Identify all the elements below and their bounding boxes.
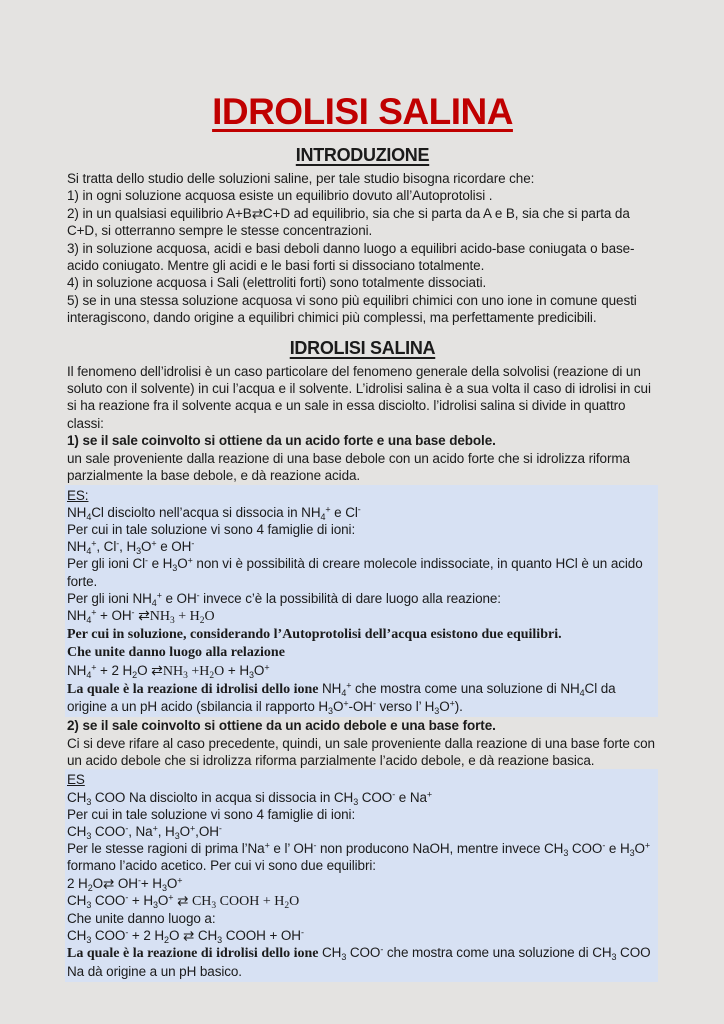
subscript: 2 [87,882,93,893]
text-segment: non producono NaOH, mentre invece CH [316,841,564,857]
text-segment: O [141,539,152,555]
text-segment: 2) se il sale coinvolto si ottiene da un acido debole e una base forte. [67,718,496,734]
text-segment: e Na [395,789,427,805]
subscript: 3 [183,670,188,681]
subscript: 3 [629,848,635,859]
text-segment: Si tratta dello studio delle soluzioni saline, per tale studio bisogna ricordare che: [67,171,535,186]
text-segment: O [332,698,344,714]
text-segment: -OH [348,698,373,714]
text-segment: ES [67,772,85,788]
subscript: 3 [217,935,223,946]
text-segment: Per le stesse ragioni di prima l’Na [67,841,265,857]
superscript: - [145,555,148,566]
text-segment: Per cui in tale soluzione vi sono 4 famiglie di ioni: [67,521,356,537]
superscript: + [264,662,270,673]
text-segment: invece c’è la possibilità di dare luogo alla reazione: [199,590,501,606]
case-1-title [67,432,658,449]
text-segment: COO [568,841,603,857]
intro-item-2 [67,205,658,240]
text-segment: H [199,663,210,679]
text-segment: Cl disciolto nell’acqua si dissocia in NH [91,504,321,520]
formula-line [67,875,658,892]
subscript: 3 [172,563,178,574]
text-segment: Per gli ioni Cl [67,556,146,572]
superscript: + [264,840,270,851]
text-segment: La quale è la reazione di idrolisi dello ione [67,946,322,962]
text-segment: Per gli ioni NH [67,590,152,606]
text-segment: + H [174,608,200,624]
text-segment: Il fenomeno dell’idrolisi è un caso particolare del fenomeno generale della solvolisi (reazione di un soluto con il solvente) in cui l’acqua e il solvente. L’idrolisi salina è a sua volta il caso di idrolisi in cui si ha reazione fra il solvente acqua e un sale in essa disciolto. l’idrolisi salina si divide in quattro classi: [67,363,651,431]
text-segment: O [253,662,265,678]
superscript: + [190,823,196,834]
superscript: - [602,840,606,851]
text-segment: NH [67,539,87,555]
text-segment: NH [67,504,87,520]
case-1-description [67,450,658,485]
conclusion-line [67,680,658,715]
text-segment: 3) in soluzione acquosa, acidi e basi deboli danno luogo a equilibri acido-base coniugata o base-acido coniugato. Mentre gli acidi e le basi forti si dissociano totalmente. [67,240,635,274]
subscript: 3 [211,900,217,911]
subscript: 3 [341,952,347,963]
text-segment: O [179,823,191,839]
text-segment: COO [91,928,126,944]
text-segment: COO [91,892,126,908]
text-segment: CH [67,823,87,839]
subscript: 3 [174,830,180,841]
text-segment: 2 H [67,875,88,891]
chem-line [67,643,658,661]
text-segment: e OH [156,539,192,555]
text-segment: Che unite danno luogo alla relazione [67,645,285,661]
text-segment: COO [358,789,393,805]
superscript: - [313,840,317,851]
text-segment: NH [67,662,87,678]
text-segment: 1) in ogni soluzione acquosa esiste un equilibrio dovuto all’Autoprotolisi . [67,188,493,204]
subscript: 4 [579,687,585,698]
text-segment: O ⇄ CH [168,928,218,944]
intro-item-5 [67,292,658,327]
text-segment: Cl da origine a un pH acido (sbilancia il rapporto H [67,680,616,714]
subscript: 2 [284,900,290,911]
text-segment: Ci si deve rifare al caso precedente, quindi, un sale proveniente dalla reazione di una base forte con un acido debole che si idrolizza riforma parzialmente l’acido debole, e dà reazione basica. [67,735,655,768]
text-segment: O [177,556,188,572]
introduction-paragraphs [67,170,658,327]
overview-paragraph [67,363,658,433]
subscript: 3 [353,796,359,807]
text-segment: O [166,875,178,891]
subscript: 2 [209,670,215,681]
text-segment: O [204,608,215,624]
subscript: 4 [86,546,92,557]
text-segment: 4) in soluzione acquosa i Sali (elettroliti forti) sono totalmente dissociati. [67,275,487,291]
example-1 [65,485,658,718]
superscript: + [151,538,157,549]
superscript: - [300,927,304,938]
superscript: - [137,875,141,886]
text-segment: e l’ OH [269,841,314,857]
superscript: - [372,698,376,709]
chem-line [67,521,658,538]
subscript: 4 [151,597,157,608]
subscript: 2 [164,935,169,946]
conclusion-line [67,944,658,979]
page-title: IDROLISI SALINA [212,91,513,132]
text-segment: Che unite danno luogo a: [67,910,216,926]
subscript: 4 [86,511,92,522]
superscript: + [152,823,158,834]
subscript: 3 [161,882,167,893]
text-segment: + 2 H [96,662,133,678]
text-segment: Per cui in tale soluzione vi sono 4 famiglie di ioni: [67,806,356,822]
intro-item-1 [67,187,658,204]
text-segment: + 2 H [128,928,165,944]
subscript: 3 [328,705,333,716]
text-segment: NH [67,607,87,623]
text-segment: che mostra come una soluzione di CH [383,945,612,961]
superscript: + [156,590,162,601]
subscript: 2 [199,615,205,626]
text-segment: CH [67,789,87,805]
text-segment: , Na [128,823,153,839]
case-2-title [67,717,658,734]
text-segment: ⇄NH [151,663,184,679]
text-segment: CH [67,892,87,908]
superscript: + [187,555,193,566]
chem-line [67,625,658,643]
case-2-description [67,735,658,770]
formula-line [67,607,658,625]
superscript: + [343,698,349,709]
superscript: + [91,538,97,549]
superscript: + [168,892,174,903]
superscript: - [116,538,120,549]
superscript: - [392,789,396,800]
text-segment: O [289,893,300,909]
superscript: + [449,698,455,709]
superscript: - [218,823,222,834]
text-segment: , Cl [96,539,117,555]
text-segment: O [157,892,169,908]
text-segment: ⇄ [173,892,192,908]
text-segment: COO Na disciolto in acqua si dissocia in CH [91,789,354,805]
example-label [67,487,658,504]
subscript: 3 [86,899,92,910]
superscript: - [380,944,384,955]
chem-line [67,789,658,806]
subscript: 3 [563,848,569,859]
superscript: + [91,607,97,618]
chem-line [67,910,658,927]
chem-line [67,590,658,607]
text-segment: O [439,698,450,714]
subscript: 4 [86,614,92,625]
example-label [67,771,658,788]
chem-line [67,555,658,589]
text-segment: + H [140,875,162,891]
text-segment: COOH + OH [222,928,301,944]
intro-item-4 [67,274,658,291]
superscript: - [357,504,361,515]
text-segment: COO [91,823,126,839]
chem-line [67,806,658,823]
text-segment: + H [224,662,249,678]
subscript: 3 [611,952,617,963]
intro-line [67,170,658,187]
case-2-section [67,717,658,769]
chem-line [67,504,658,521]
text-segment: NH [322,680,342,696]
superscript: - [196,590,200,601]
subscript: 3 [170,615,175,626]
text-segment: che mostra come una soluzione di NH [351,680,580,696]
subscript: 2 [132,669,138,680]
superscript: + [91,662,97,673]
formula-line [67,927,658,944]
subscript: 3 [434,705,440,716]
text-segment: ,OH [195,823,219,839]
text-segment: e OH [161,590,197,606]
text-segment: non vi è possibilità di creare molecole indissociate, in quanto HCl è un acido forte. [67,556,643,589]
superscript: + [325,504,331,515]
document-body [67,143,658,982]
text-segment: formano l’acido acetico. Per cui vi sono due equilibri: [67,858,376,874]
subscript: 3 [86,796,92,807]
section-heading: INTRODUZIONE [295,145,430,165]
text-segment: 2) in un qualsiasi equilibrio A+B⇄C+D ad equilibrio, sia che si parta da A e B, sia che si parta da C+D, si otterranno sempre le stesse concentrazioni. [67,205,630,239]
text-segment: e Cl [330,504,358,520]
chem-line [67,840,658,874]
superscript: - [125,823,129,834]
text-segment: Per cui in soluzione, considerando l’Autoprotolisi dell’acqua esistono due equilibri. [67,627,562,643]
example-2 [65,769,658,981]
text-segment: + H [128,892,153,908]
text-segment: O [214,663,225,679]
superscript: + [346,680,352,691]
section-heading: IDROLISI SALINA [289,337,436,358]
text-segment: ). [454,698,463,714]
text-segment: un sale proveniente dalla reazione di una base debole con un acido forte che si idrolizza riforma parzialmente la base debole, e dà reazione acida. [67,450,630,484]
text-segment: CH [67,928,87,944]
subscript: 3 [86,830,92,841]
text-segment: , H [119,539,137,555]
subscript: 3 [249,669,254,680]
subscript: 4 [320,511,326,522]
text-segment: 1) se il sale coinvolto si ottiene da un acido forte e una base debole. [67,433,496,449]
text-segment: e H [605,841,630,857]
subscript: 4 [341,687,347,698]
subscript: 3 [136,546,141,557]
superscript: + [177,875,183,886]
superscript: - [191,538,195,549]
superscript: + [426,789,433,800]
superscript: - [125,927,129,938]
text-segment: CH [191,893,212,909]
text-segment: ⇄NH [138,608,171,624]
text-segment: O [137,662,152,678]
subscript: 3 [152,899,158,910]
formula-line [67,892,658,910]
idrolisi-overview [67,363,658,485]
formula-line [67,662,658,680]
text-segment: CH [322,945,342,961]
subscript: 3 [86,935,92,946]
superscript: - [131,607,135,618]
text-segment: COO Na dà origine a un pH basico. [67,945,651,979]
text-segment: e H [147,556,173,572]
chem-line [67,823,658,840]
chem-line [67,538,658,555]
text-segment: La quale è la reazione di idrolisi dello ione [67,681,322,697]
text-segment: COO [346,945,381,961]
intro-item-3 [67,240,658,275]
text-segment: ES: [67,487,89,503]
text-segment: verso l’ H [375,698,435,714]
text-segment: + OH [96,607,132,623]
text-segment: 5) se in una stessa soluzione acquosa vi sono più equilibri chimici con uno ione in comune questi interagiscono, dando origine a equilibri chimici più complessi, ma perfettamente predicibili. [67,292,637,326]
document-content [67,0,658,982]
text-segment: , H [157,823,175,839]
text-segment: + [187,663,200,679]
subscript: 4 [86,669,92,680]
text-segment: O [634,841,645,857]
superscript: - [125,892,129,903]
text-segment: COOH + H [216,893,285,909]
superscript: + [644,840,651,851]
text-segment: O⇄ OH [92,875,138,891]
